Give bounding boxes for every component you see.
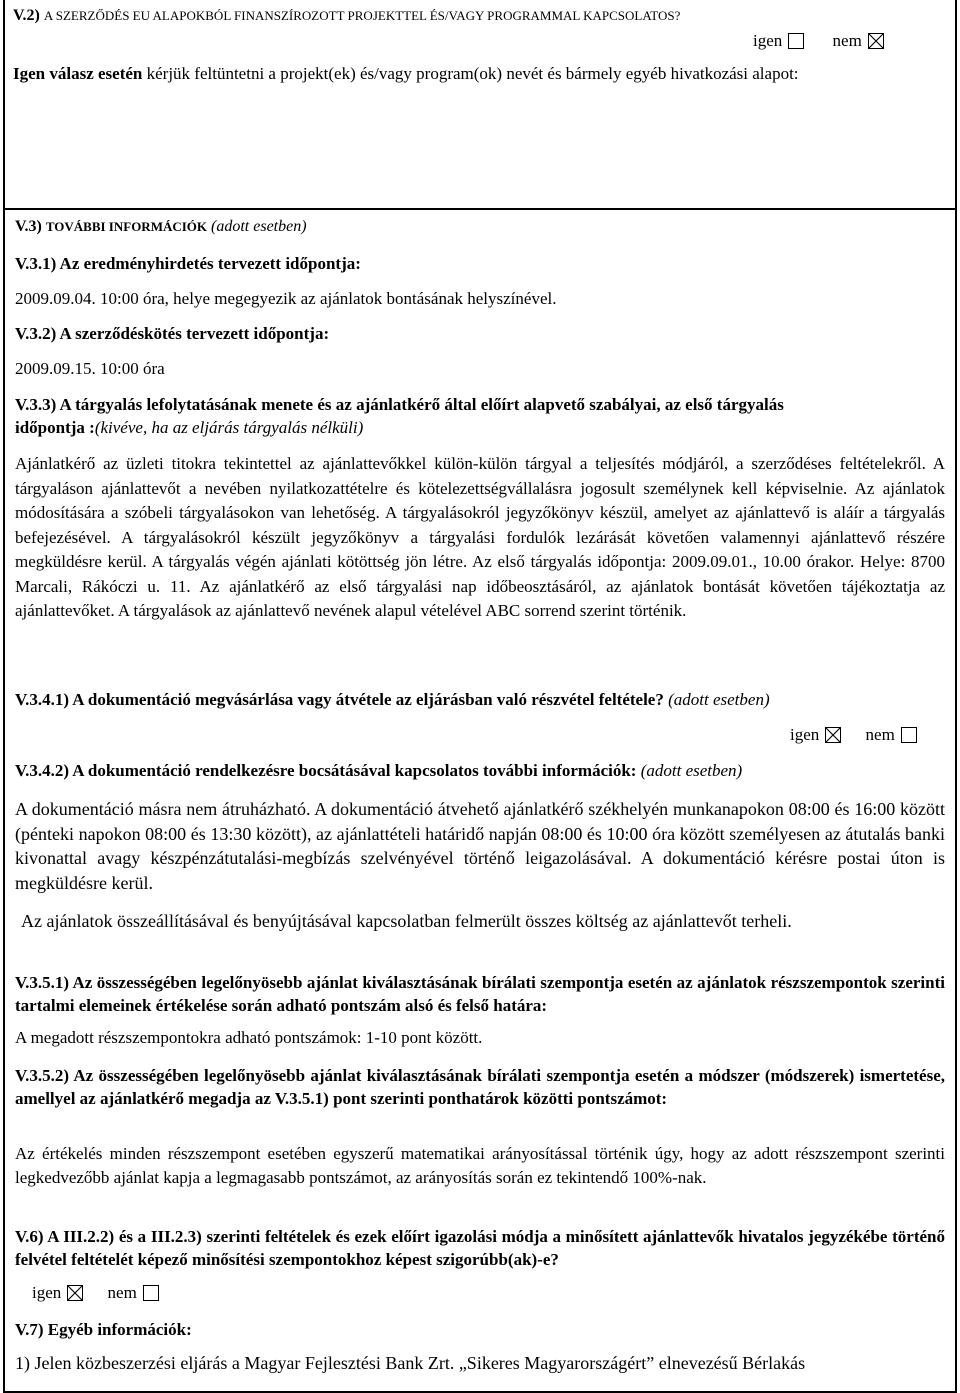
v6-heading: V.6) A III.2.2) és a III.2.3) szerinti feltételek és ezek előírt igazolási módja a minősített ajánlattevők hivatalos jegyzékébe történő felvétel feltételét képező minősítési szempontokhoz képest szigorúbb(ak)-e? <box>15 1227 945 1269</box>
v341-note: (adott esetben) <box>668 690 770 709</box>
v2-yes-checkbox[interactable] <box>788 33 804 49</box>
v341-yes-label: igen <box>790 725 820 744</box>
v33-heading-line1: V.3.3) A tárgyalás lefolytatásának menete és az ajánlatkérő által előírt alapvető szabályai, az első tárgyalás <box>15 395 784 414</box>
v6-yes-checkbox[interactable] <box>67 1285 83 1301</box>
v2-note <box>13 64 799 84</box>
v32-heading: V.3.2) A szerződéskötés tervezett időpontja: <box>15 324 330 343</box>
v342-note: (adott esetben) <box>640 761 743 780</box>
v2-note-rest: kérjük feltüntetni a projekt(ek) és/vagy program(ok) nevét és bármely egyéb hivatkozási alapot: <box>146 64 799 83</box>
v2-yes-label: igen <box>753 31 783 50</box>
v351-text: A megadott részszempontokra adható pontszámok: 1-10 pont között. <box>15 1028 483 1047</box>
v3-heading-note: (adott esetben) <box>211 218 307 235</box>
v351-heading: V.3.5.1) Az összességében legelőnyösebb ajánlat kiválasztásának bírálati szempontja esetén az ajánlatok részszempontok szerinti tartalmi elemeinek értékelése során adható pontszám alsó és felső határa: <box>15 973 945 1015</box>
check-x-icon <box>869 34 883 48</box>
v342-heading-text: V.3.4.2) A dokumentáció rendelkezésre bocsátásával kapcsolatos további információk: <box>15 761 637 780</box>
v352-text: Az értékelés minden részszempont esetében egyszerű matematikai arányosítással történik úgy, hogy az adott részszempont szerinti legkedvezőbb ajánlat kapja a legmagasabb pontszámot, az arányosítás során ez tekintendő 100%-nak. <box>15 1144 945 1187</box>
v31-heading: V.3.1) Az eredményhirdetés tervezett időpontja: <box>15 254 361 273</box>
v3-label: V.3) <box>15 218 42 235</box>
check-x-icon <box>68 1286 82 1300</box>
v352-heading: V.3.5.2) Az összességében legelőnyösebb ajánlat kiválasztásának bírálati szempontja esetén a módszer (módszerek) ismertetése, amellyel az ajánlatkérő megadja az V.3.5.1) pont szerinti ponthatárok közötti pontszámot: <box>15 1066 945 1108</box>
v341-no-label: nem <box>865 725 895 744</box>
v2-no-label: nem <box>832 31 862 50</box>
v341-no-checkbox[interactable] <box>901 727 917 743</box>
v6-no-checkbox[interactable] <box>143 1285 159 1301</box>
v32-text: 2009.09.15. 10:00 óra <box>15 359 165 378</box>
v7-heading: V.7) Egyéb információk: <box>15 1320 192 1339</box>
v3-heading-text: TOVÁBBI INFORMÁCIÓK <box>45 219 208 234</box>
v31-text: 2009.09.04. 10:00 óra, helye megegyezik az ajánlatok bontásának helyszínével. <box>15 289 557 308</box>
cost-text: Az ajánlatok összeállításával és benyújtásával kapcsolatban felmerült összes költség az ajánlattevőt terheli. <box>21 911 792 931</box>
v6-yes-no <box>32 1283 165 1303</box>
v33-text: Ajánlatkérő az üzleti titokra tekintettel az ajánlattevőkkel külön-külön tárgyal a teljesítés módjáról, a szerződéses feltételekről. A tárgyaláson ajánlattevőt a nevében nyilatkozattételre és kötelezettségvállalásra jogosult személynek kell képviselnie. Az ajánlatok módosítására a szóbeli tárgyalásokon van lehetőség. A tárgyalásokról jegyzőkönyv készül, amelyet az ajánlattevő is aláír a tárgyalás befejezésével. A tárgyalásokról készült jegyzőkönyv a tárgyalási fordulók lezárását követően valamennyi ajánlattevő részére megküldésre kerül. A tárgyalás végén ajánlati kötöttség jön létre. Az első tárgyalás időpontja: 2009.09.01., 10.00 órakor. Helye: 8700 Marcali, Rákóczi u. 11. Az ajánlatkérő az első tárgyalási nap időbeosztásáról, az ajánlatok bontását követően tájékoztatja az ajánlattevőket. A tárgyalások az ajánlattevő nevének alapul vételével ABC sorrend szerint történik. <box>15 454 945 620</box>
v33-heading-line2-bold: időpontja : <box>15 418 95 437</box>
v2-note-bold: Igen válasz esetén <box>13 64 143 83</box>
v2-yes-no <box>753 31 890 51</box>
v342-text: A dokumentáció másra nem átruházható. A dokumentáció átvehető ajánlatkérő székhelyén munkanapokon 08:00 és 16:00 között (pénteki napokon 08:00 és 13:30 között), az ajánlattételi határidő napján 08:00 és 10:00 óra között személyesen az átutalás banki kivonattal avagy készpénzátutalási-megbízás szelvényével történő leigazolásával. A dokumentáció kérésre postai úton is megküldésre kerül. <box>15 799 945 893</box>
v6-no-label: nem <box>107 1283 137 1302</box>
v341-yes-checkbox[interactable] <box>825 727 841 743</box>
v2-no-checkbox[interactable] <box>868 33 884 49</box>
v2-heading-text: A SZERZŐDÉS EU ALAPOKBÓL FINANSZÍROZOTT PROJEKTTEL ÉS/VAGY PROGRAMMAL KAPCSOLATOS? <box>43 8 681 23</box>
v342-heading <box>15 761 742 781</box>
v6-yes-label: igen <box>32 1283 62 1302</box>
section-v2-box <box>3 0 957 210</box>
v7-text: 1) Jelen közbeszerzési eljárás a Magyar Fejlesztési Bank Zrt. „Sikeres Magyarországért” elnevezésű Bérlakás <box>15 1353 806 1373</box>
v2-heading <box>13 7 680 25</box>
v3-heading <box>15 218 307 236</box>
v33-heading-line2 <box>15 418 363 438</box>
v33-heading-line2-italic: (kivéve, ha az eljárás tárgyalás nélküli) <box>94 418 364 437</box>
v2-label: V.2) <box>13 7 40 24</box>
check-x-icon <box>826 728 840 742</box>
v341-heading <box>15 690 770 710</box>
v341-yes-no <box>790 725 923 745</box>
v341-heading-text: V.3.4.1) A dokumentáció megvásárlása vagy átvétele az eljárásban való részvétel feltétele? <box>15 690 664 709</box>
